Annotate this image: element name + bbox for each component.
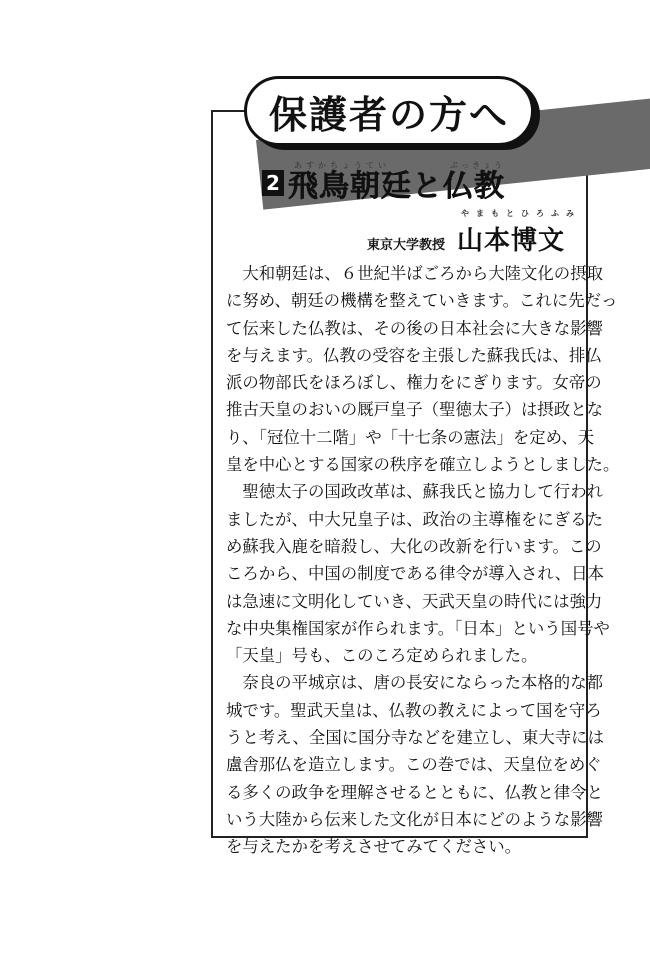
text-line: て伝来した仏教は、その後の日本社会に大きな影響	[226, 318, 603, 338]
subtitle-ruby-1: あすかちょうてい	[294, 161, 390, 170]
body-text	[226, 260, 620, 861]
title-badge	[244, 76, 534, 146]
text-line: に努め、朝廷の機構を整えていきます。これに先だっ	[226, 291, 618, 311]
text-line: 派の物部氏をほろぼし、権力をにぎります。女帝の	[226, 373, 602, 393]
text-line: 大和朝廷は、６世紀半ばごろから大陸文化の摂取	[226, 264, 603, 283]
text-line: 城です。聖武天皇は、仏教の教えによって国を守ろ	[226, 700, 602, 720]
text-line: ころから、中国の制度である律令が導入され、日本	[226, 564, 604, 584]
text-line: を与えます。仏教の受容を主張した蘇我氏は、排仏	[226, 345, 602, 365]
text-line: を与えたかを考えさせてみてください。	[226, 837, 522, 857]
page-title: 保護者の方へ	[268, 92, 509, 137]
text-line: 聖徳太子の国政改革は、蘇我氏と協力して行われ	[226, 482, 603, 502]
paragraph-1	[226, 260, 620, 478]
text-line: 「天皇」号も、このころ定められました。	[226, 646, 538, 666]
text-line: め蘇我入鹿を暗殺し、大化の改新を行います。この	[226, 536, 602, 556]
text-line: る多くの政争を理解させるとともに、仏教と律令と	[226, 782, 603, 802]
subtitle-ruby-2: ぶっきょう	[450, 161, 505, 170]
text-line: いう大陸から伝来した文化が日本にどのような影響	[226, 809, 603, 829]
section-title: 飛鳥朝廷と仏教	[288, 169, 505, 204]
text-line: うと考え、全国に国分寺などを建立し、東大寺には	[226, 728, 604, 748]
section-subtitle	[262, 158, 562, 208]
text-line: 推古天皇のおいの厩戸皇子（聖徳太子）は摂政とな	[226, 400, 603, 420]
text-line: 奈良の平城京は、唐の長安にならった本格的な都	[226, 673, 603, 693]
paragraph-2	[226, 478, 610, 669]
text-line: 盧舎那仏を造立します。この巻では、天皇位をめぐ	[226, 755, 602, 775]
text-line: な中央集権国家が作られます。「日本」という国号や	[226, 618, 610, 638]
text-line: り、「冠位十二階」や「十七条の憲法」を定め、天	[226, 427, 595, 447]
text-line: ましたが、中大兄皇子は、政治の主導権をにぎるた	[226, 509, 603, 529]
author-name: 山本博文	[456, 226, 565, 256]
text-line: は急速に文明化していき、天武天皇の時代には強力	[226, 591, 603, 611]
author-name-ruby: やまもとひろふみ	[460, 209, 581, 218]
author-name-wrap	[456, 209, 581, 257]
author-affiliation: 東京大学教授	[366, 238, 445, 253]
text-line: 皇を中心とする国家の秩序を確立しようとしました。	[226, 455, 620, 475]
paragraph-3	[226, 669, 604, 860]
section-number-badge: 2	[262, 170, 284, 196]
author-block	[366, 209, 581, 257]
